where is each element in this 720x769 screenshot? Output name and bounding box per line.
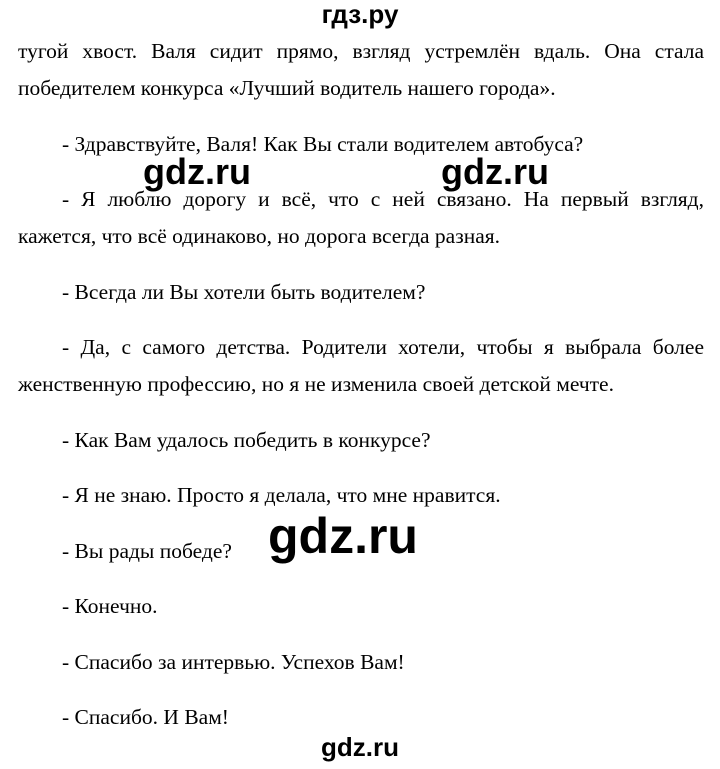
text-line-9: - Как Вам удалось победить в конкурсе? [62,428,431,452]
text-line-4: - Я люблю дорогу и всё, что с ней связано. На первый взгляд, [62,187,704,211]
text-line-11: - Вы рады победе? [62,539,232,563]
header-site-mark: гдз.ру [321,0,399,29]
text-line-6: - Всегда ли Вы хотели быть водителем? [62,280,426,304]
watermark-right: gdz.ru [441,151,549,192]
text-line-7: - Да, с самого детства. Родители хотели, чтобы я выбрала более [62,335,704,359]
text-line-5: кажется, что всё одинаково, но дорога всегда разная. [18,224,501,248]
text-line-10: - Я не знаю. Просто я делала, что мне нравится. [62,483,501,507]
text-line-2: победителем конкурса «Лучший водитель нашего города». [18,76,556,100]
text-line-1: тугой хвост. Валя сидит прямо, взгляд устремлён вдаль. Она стала [18,39,704,63]
text-line-14: - Спасибо. И Вам! [62,705,229,729]
text-line-3: - Здравствуйте, Валя! Как Вы стали водителем автобуса? [62,132,584,156]
watermark-large: gdz.ru [268,508,418,564]
watermark-left: gdz.ru [143,151,251,192]
text-line-12: - Конечно. [62,594,158,618]
text-line-13: - Спасибо за интервью. Успехов Вам! [62,650,405,674]
footer-site-mark: gdz.ru [321,732,399,762]
text-line-8: женственную профессию, но я не изменила своей детской мечте. [18,372,614,396]
